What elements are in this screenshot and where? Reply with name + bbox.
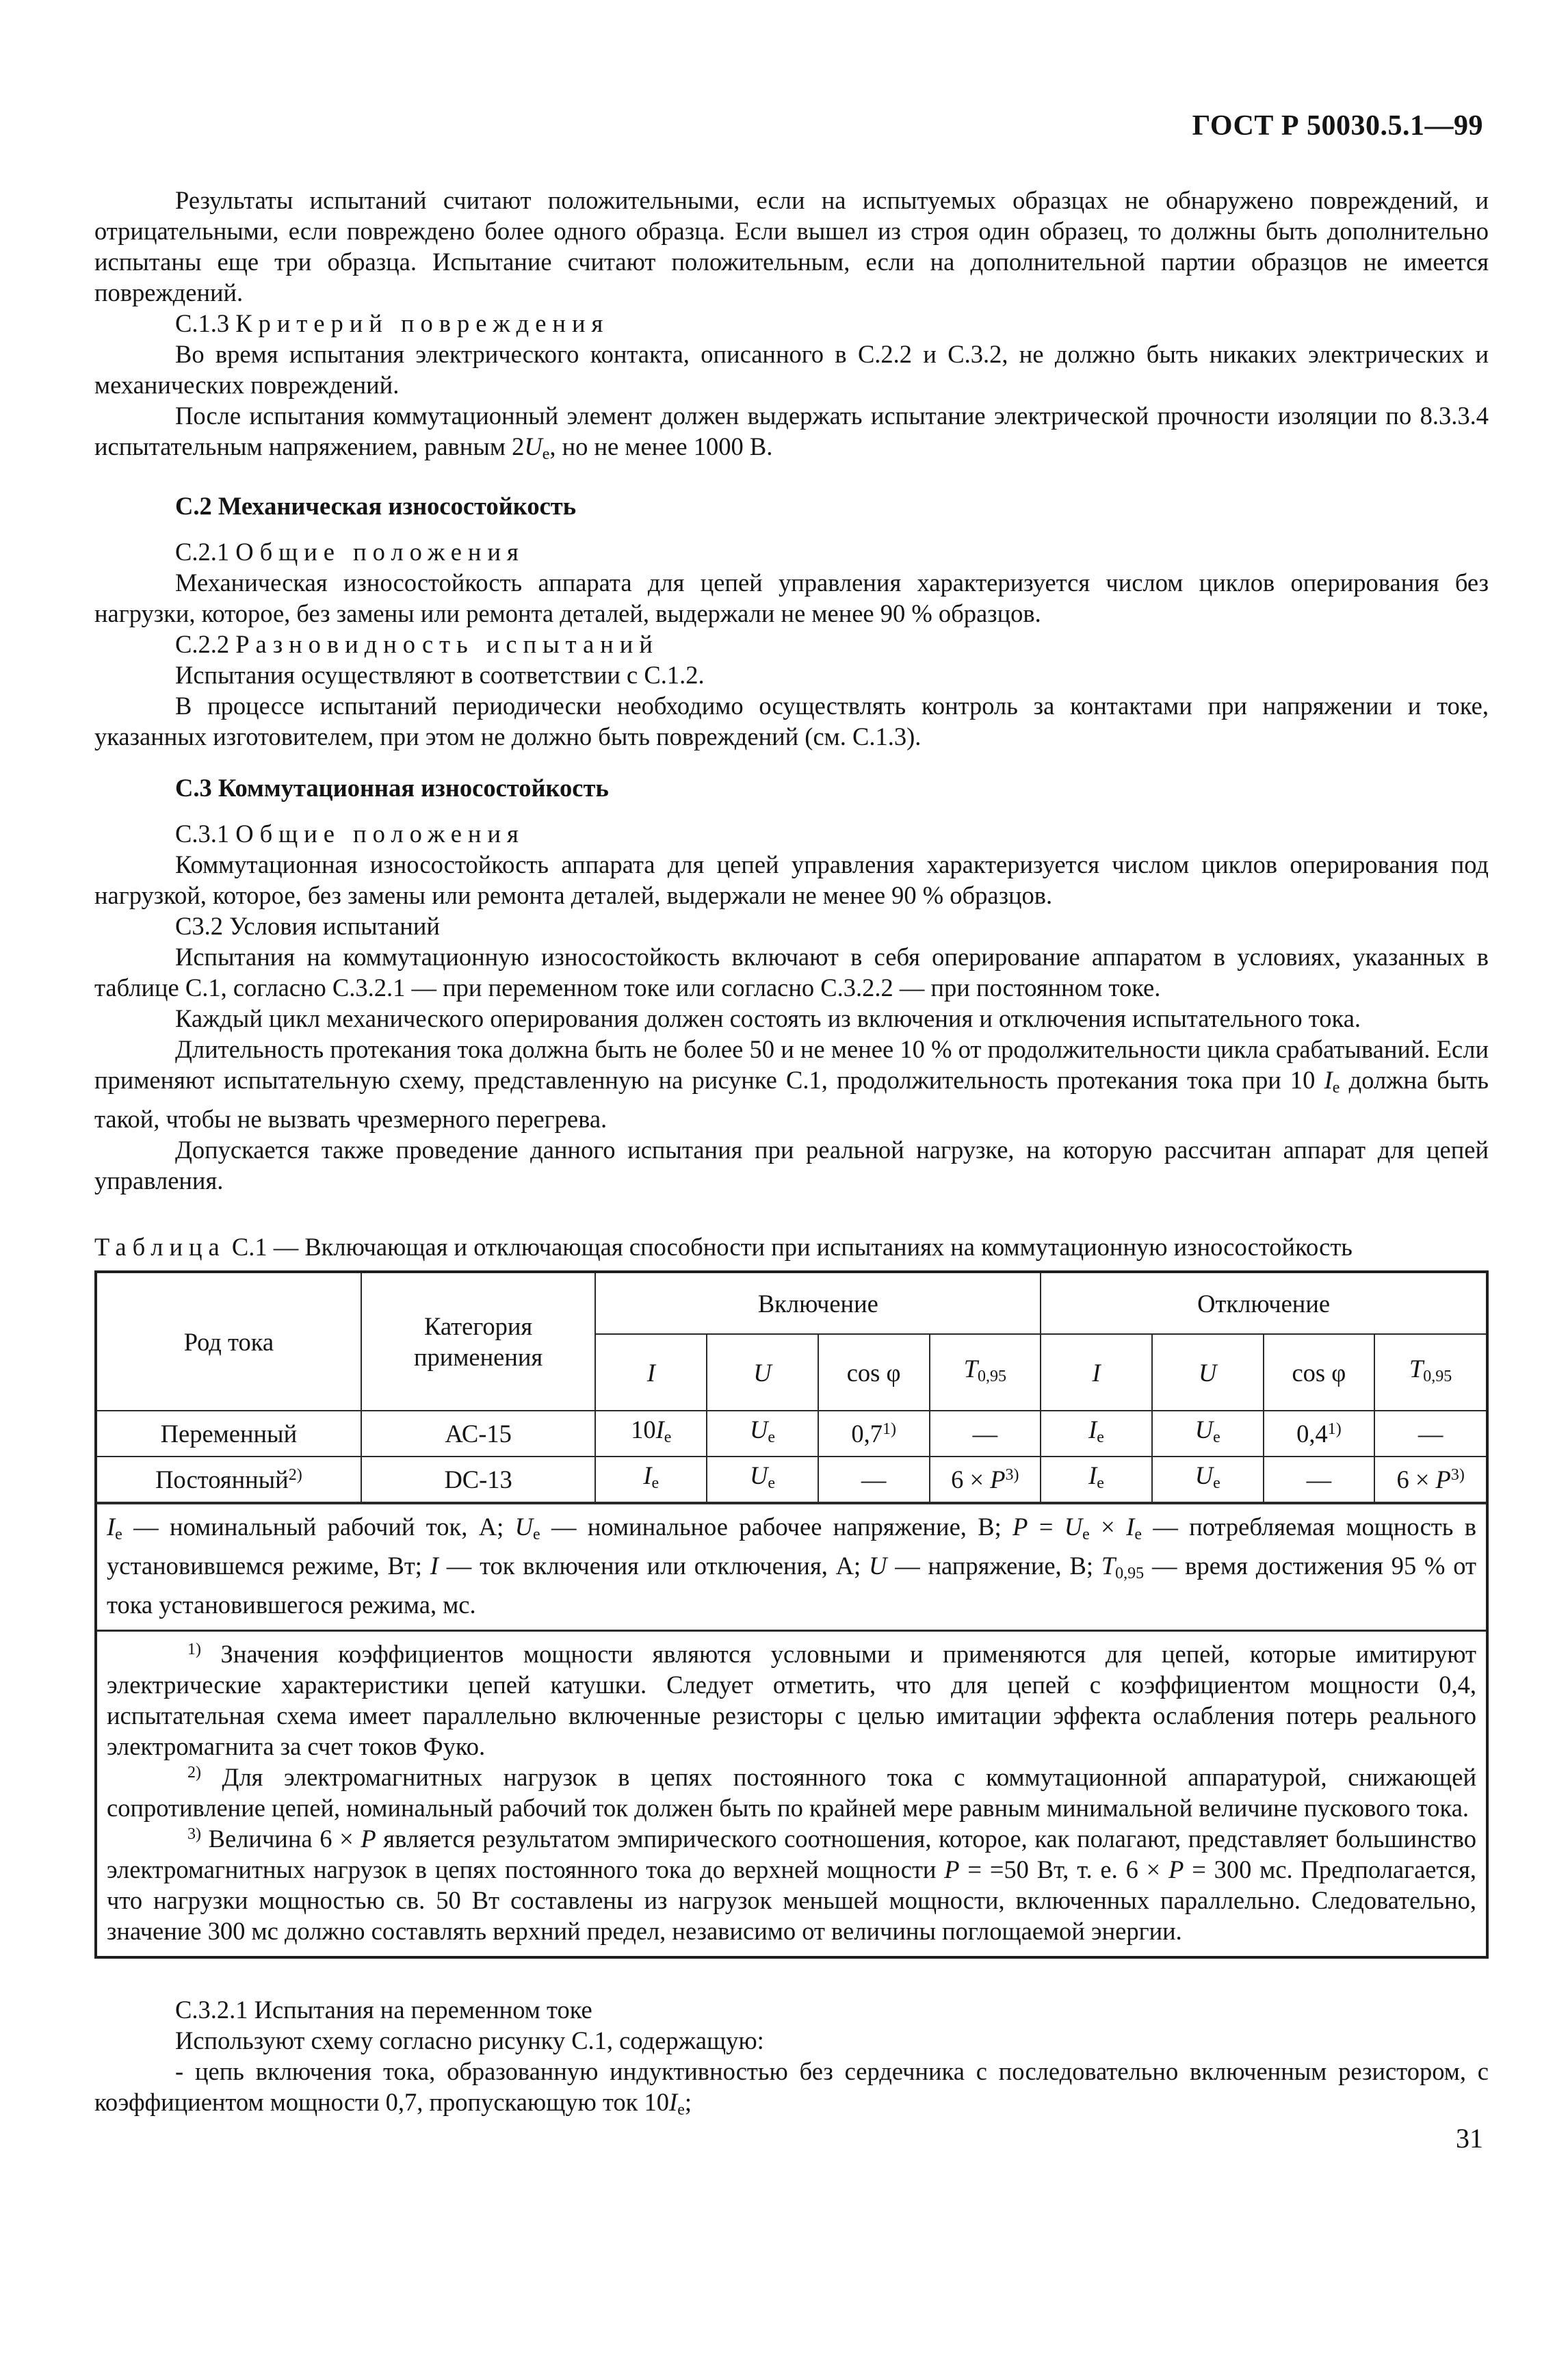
page-number: 31: [1456, 2123, 1483, 2154]
cell-on-cos: —: [818, 1457, 930, 1502]
cell-kind: Переменный: [97, 1411, 361, 1457]
paragraph-c13-2: После испытания коммутационный элемент должен выдержать испытание электрической прочности изоляции по 8.3.3.4 испытательным напряжением, равным $2U_e$, но не менее 1000 В.: [94, 402, 1489, 463]
cell-off-u: $U_e$: [1152, 1457, 1264, 1502]
cell-off-t: $6 \times P^{3)}$: [1374, 1457, 1486, 1502]
footnote-2: $^{2)}$ Для электромагнитных нагрузок в цепях постоянного тока с коммутационной аппаратурой, снижающей сопротивление цепей, номинальный рабочий ток должен быть по крайней мере равным минимальной величине пускового тока.: [107, 1763, 1476, 1822]
subheader-off-i: I: [1041, 1334, 1152, 1411]
cell-on-u: $U_e$: [707, 1411, 818, 1457]
subsection-heading-c32: С3.2 Условия испытаний: [175, 912, 440, 940]
cell-on-u: $U_e$: [707, 1457, 818, 1502]
subsection-heading-c13: С.1.3 Критерий повреждения: [175, 309, 610, 337]
page-header: ГОСТ Р 50030.5.1—99: [1192, 110, 1483, 142]
cell-category: АС-15: [361, 1411, 596, 1457]
cell-kind: Постоянный$^{2)}$: [97, 1457, 361, 1502]
cell-off-cos: —: [1264, 1457, 1375, 1502]
table-footnotes: [97, 1630, 1486, 1956]
cell-off-u: $U_e$: [1152, 1411, 1264, 1457]
cell-off-i: $I_e$: [1041, 1457, 1152, 1502]
cell-off-t: —: [1374, 1411, 1486, 1457]
paragraph-c32-3: Длительность протекания тока должна быть не более 50 и не менее 10 % от продолжительности цикла срабатываний. Если применяют испытательную схему, представленную на рисунке С.1, продолжительность протекания тока при 10 $I_e$ должна быть такой, чтобы не вызвать чрезмерного перегрева.: [94, 1035, 1489, 1133]
footnote-3: $^{3)}$ Величина 6 × P является результатом эмпирического соотношения, которое, как полагают, представляет большинство электромагнитных нагрузок в цепях постоянного тока до верхней мощности P = =50 Вт, т. е. 6 × P = 300 мс. Предполагается, что нагрузки мощностью св. 50 Вт составлены из нагрузок меньшей мощности, включенных параллельно. Следовательно, значение 300 мс должно составлять верхний предел, независимо от величины поглощаемой энергии.: [107, 1825, 1476, 1945]
cell-on-t: —: [930, 1411, 1041, 1457]
table-row-dc: [97, 1457, 1486, 1502]
section-heading-c3: С.3 Коммутационная износостойкость: [175, 774, 609, 802]
cell-off-i: $I_e$: [1041, 1411, 1152, 1457]
subheader-on-cos: cos φ: [818, 1334, 930, 1411]
paragraph-c32-4: Допускается также проведение данного испытания при реальной нагрузке, на которую рассчитан аппарат для цепей управления.: [94, 1136, 1489, 1194]
paragraph-c32-1: Испытания на коммутационную износостойкость включают в себя оперирование аппаратом в условиях, указанных в таблице С.1, согласно С.3.2.1 — при переменном токе или согласно С.3.2.2 — при постоянном токе.: [94, 943, 1489, 1002]
cell-on-i: $10I_e$: [595, 1411, 707, 1457]
subheader-on-u: U: [707, 1334, 818, 1411]
subsection-heading-c321: С.3.2.1 Испытания на переменном токе: [175, 1996, 592, 2024]
paragraph-c321-1: Используют схему согласно рисунку С.1, содержащую:: [175, 2026, 764, 2054]
col-header-switch-on: Включение: [595, 1273, 1041, 1334]
paragraph-c22-2: В процессе испытаний периодически необходимо осуществлять контроль за контактами при напряжении и токе, указанных изготовителем, при этом не должно быть повреждений (см. С.1.3).: [94, 692, 1489, 750]
table-row-ac: [97, 1411, 1486, 1457]
col-header-switch-off: Отключение: [1041, 1273, 1486, 1334]
paragraph-c21: Механическая износостойкость аппарата для цепей управления характеризуется числом циклов оперирования без нагрузки, которое, без замены или ремонта деталей, выдержали не менее 90 % образцов.: [94, 569, 1489, 627]
table-caption: Таблица С.1 — Включающая и отключающая способности при испытаниях на коммутационную износостойкость: [94, 1233, 1353, 1261]
subheader-off-u: U: [1152, 1334, 1264, 1411]
document-body: [94, 185, 1489, 2126]
table-legend: $I_e$ — номинальный рабочий ток, А; $U_e$ — номинальное рабочее напряжение, В; $P = U_e \times I_e$ — потребляемая мощность в установившемся режиме, Вт; I — ток включения или отключения, А; U — напряжение, В; $T_{0,95}$ — время достижения 95 % от тока установившегося режима, мс.: [97, 1503, 1486, 1630]
table-c1: [94, 1270, 1489, 1959]
cell-off-cos: 0,4$^{1)}$: [1264, 1411, 1375, 1457]
paragraph-c32-2: Каждый цикл механического оперирования должен состоять из включения и отключения испытательного тока.: [175, 1004, 1361, 1032]
paragraph-c13-1: Во время испытания электрического контакта, описанного в С.2.2 и С.3.2, не должно быть никаких электрических и механических повреждений.: [94, 340, 1489, 399]
subheader-off-cos: cos φ: [1264, 1334, 1375, 1411]
subsection-heading-c22: С.2.2 Разновидность испытаний: [175, 630, 659, 658]
subheader-off-t: $T_{0,95}$: [1374, 1334, 1486, 1411]
table-header-row: [97, 1273, 1486, 1334]
subheader-on-i: I: [595, 1334, 707, 1411]
footnote-1: $^{1)}$ Значения коэффициентов мощности являются условными и применяются для цепей, которые имитируют электрические характеристики цепей катушки. Следует отметить, что для цепей с коэффициентом мощности 0,4, испытательная схема имеет параллельно включенные резисторы с целью имитации эффекта ослабления потерь реального электромагнита за счет токов Фуко.: [107, 1640, 1476, 1760]
section-heading-c2: С.2 Механическая износостойкость: [175, 492, 576, 520]
paragraph-c31: Коммутационная износостойкость аппарата для цепей управления характеризуется числом циклов оперирования под нагрузкой, которое, без замены или ремонта деталей, выдержали не менее 90 % образцов.: [94, 850, 1489, 909]
paragraph-c321-2: - цепь включения тока, образованную индуктивностью без сердечника с последовательно включенным резистором, с коэффициентом мощности 0,7, пропускающую ток $10I_e$;: [94, 2057, 1489, 2119]
cell-on-t: $6 \times P^{3)}$: [930, 1457, 1041, 1502]
col-header-category: Категория применения: [361, 1273, 596, 1411]
cell-on-i: $I_e$: [595, 1457, 707, 1502]
subheader-on-t: $T_{0,95}$: [930, 1334, 1041, 1411]
paragraph-c22-1: Испытания осуществляют в соответствии с С.1.2.: [175, 661, 705, 689]
paragraph-results: Результаты испытаний считают положительными, если на испытуемых образцах не обнаружено повреждений, и отрицательными, если повреждено более одного образца. Если вышел из строя один образец, то должны быть дополнительно испытаны еще три образца. Испытание считают положительным, если на дополнительной партии образцов не имеется повреждений.: [94, 186, 1489, 306]
subsection-heading-c31: С.3.1 Общие положения: [175, 820, 525, 848]
subsection-heading-c21: С.2.1 Общие положения: [175, 538, 525, 566]
cell-category: DC-13: [361, 1457, 596, 1502]
cell-on-cos: 0,7$^{1)}$: [818, 1411, 930, 1457]
col-header-kind: Род тока: [97, 1273, 361, 1411]
